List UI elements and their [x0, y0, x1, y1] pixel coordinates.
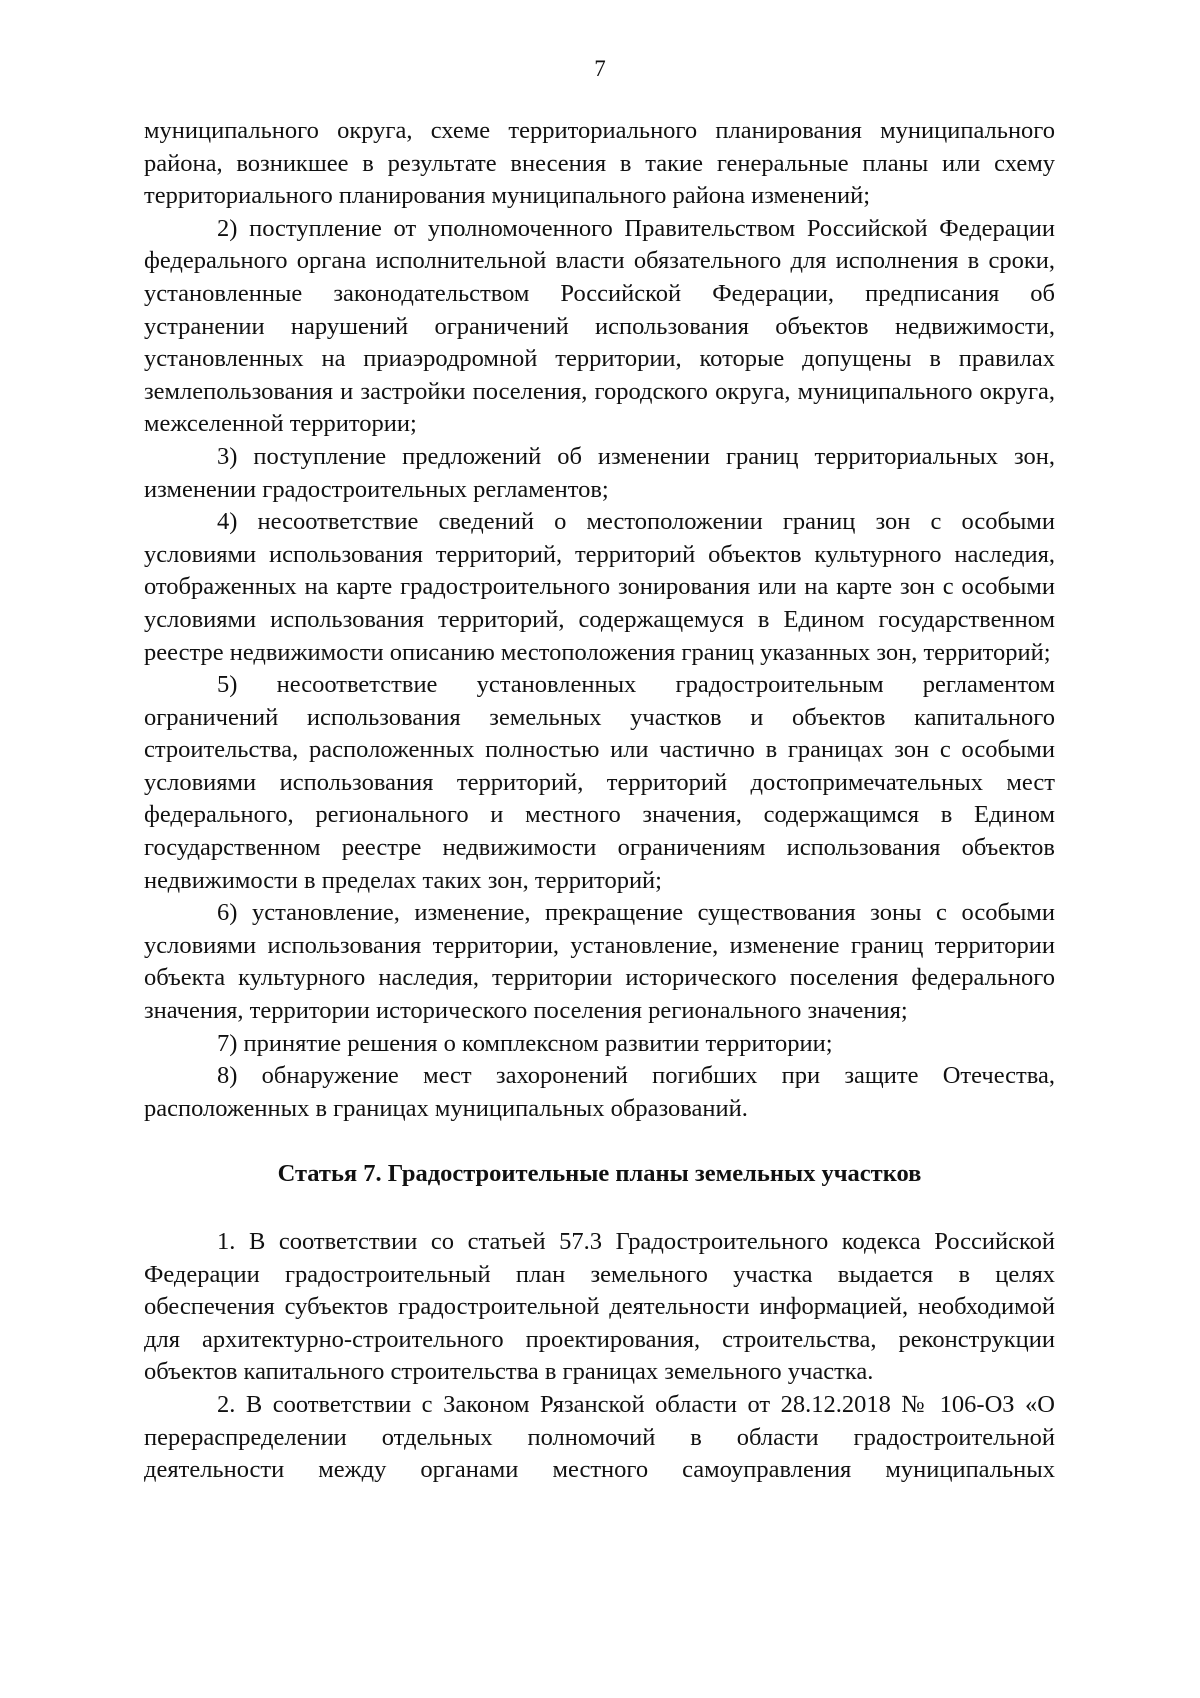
list-item-6: 6) установление, изменение, прекращение существования зоны с особыми условиями использования территории, установление, изменение границ территории объекта культурного наследия, территории исторического поселения федерального значения, территории исторического поселения регионального значения; — [144, 899, 1055, 1025]
list-item-2: 2) поступление от уполномоченного Правительством Российской Федерации федерального органа исполнительной власти обязательного для исполнения в сроки, установленные законодательством Российской Федерации, предписания об устранении нарушений ограничений использования объектов недвижимости, установленных на приаэродромной территории, которые допущены в правилах землепользования и застройки поселения, городского округа, муниципального округа, межселенной территории; — [144, 214, 1055, 438]
document-body — [144, 115, 1055, 1487]
list-item-3: 3) поступление предложений об изменении границ территориальных зон, изменении градостроительных регламентов; — [144, 442, 1055, 503]
list-item-5: 5) несоответствие установленных градостроительным регламентом ограничений использования земельных участков и объектов капитального строительства, расположенных полностью или частично в границах зон с особыми условиями использования территорий, территорий достопримечательных мест федерального, регионального и местного значения, содержащимся в Едином государственном реестре недвижимости ограничениям использования объектов недвижимости в пределах таких зон, территорий; — [144, 671, 1055, 894]
list-item-8: 8) обнаружение мест захоронений погибших при защите Отечества, расположенных в границах муниципальных образований. — [144, 1062, 1055, 1122]
article-clause-2: 2. В соответствии с Законом Рязанской области от 28.12.2018 № 106-ОЗ «О перераспределении отдельных полномочий в области градостроительной деятельности между органами местного самоуправления муниципальных — [144, 1390, 1055, 1484]
list-item-4: 4) несоответствие сведений о местоположении границ зон с особыми условиями использования территорий, территорий объектов культурного наследия, отображенных на карте градостроительного зонирования или на карте зон с особыми условиями использования территорий, содержащемуся в Едином государственном реестре недвижимости описанию местоположения границ указанных зон, территорий; — [144, 508, 1055, 666]
page-number: 7 — [594, 56, 606, 81]
article-clause-1: 1. В соответствии со статьей 57.3 Градостроительного кодекса Российской Федерации градостроительный план земельного участка выдается в целях обеспечения субъектов градостроительной деятельности информацией, необходимой для архитектурно-строительного проектирования, строительства, реконструкции объектов капитального строительства в границах земельного участка. — [144, 1228, 1055, 1386]
article-heading: Статья 7. Градостроительные планы земельных участков — [277, 1160, 922, 1188]
list-item-7: 7) принятие решения о комплексном развитии территории; — [217, 1029, 833, 1057]
paragraph-continuation: муниципального округа, схеме территориального планирования муниципального района, возникшее в результате внесения в такие генеральные планы или схему территориального планирования муниципального района изменений; — [144, 117, 1055, 210]
